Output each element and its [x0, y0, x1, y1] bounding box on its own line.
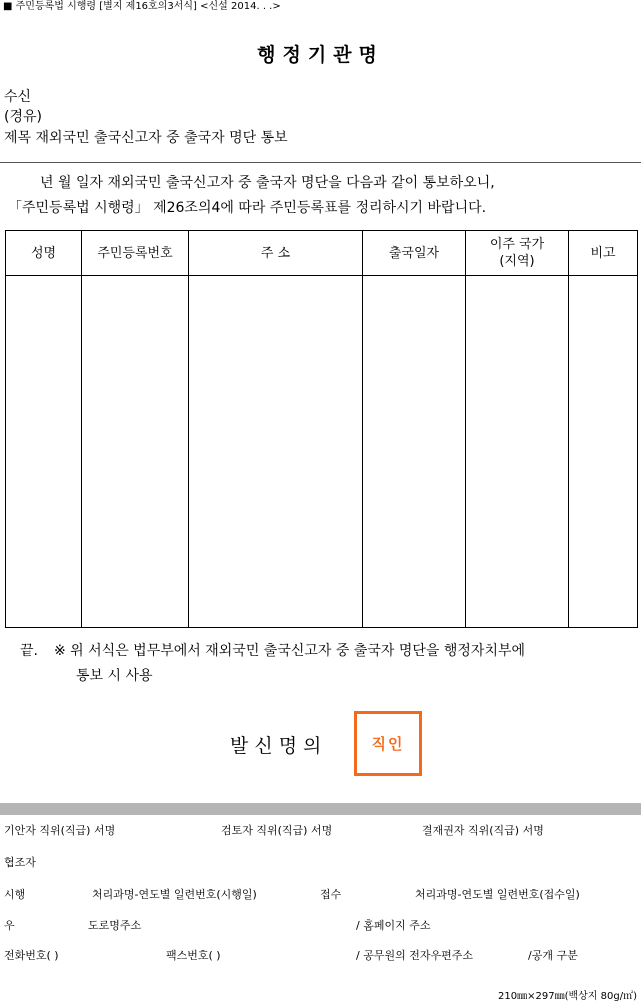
- header-name: 성명: [6, 231, 82, 276]
- recipient-to: 수신: [4, 89, 32, 105]
- approver: 결재권자 직위(직급) 서명: [422, 824, 544, 837]
- fax-number: 팩스번호( ): [166, 949, 221, 962]
- body-line-1: 년 월 일자 재외국민 출국신고자 중 출국자 명단을 다음과 같이 통보하오니,: [40, 175, 495, 191]
- homepage: / 홈페이지 주소: [356, 919, 431, 932]
- disclosure-type: /공개 구분: [528, 949, 578, 962]
- header-resident-number: 주민등록번호: [82, 231, 189, 276]
- phone-number: 전화번호( ): [4, 949, 59, 962]
- paper-size: 210㎜×297㎜(백상지 80g/㎡): [498, 991, 637, 1002]
- official-seal: 직인: [354, 711, 422, 776]
- table-row: [6, 276, 638, 628]
- body-line-2: 「주민등록법 시행령」 제26조의4에 따라 주민등록표를 정리하시기 바랍니다.: [8, 200, 487, 216]
- divider: [0, 162, 641, 163]
- postal-label: 우: [4, 919, 15, 932]
- recipient-via: (경유): [4, 109, 42, 125]
- drafter: 기안자 직위(직급) 서명: [4, 824, 116, 837]
- cooperator: 협조자: [4, 856, 36, 869]
- receipt-number: 처리과명-연도별 일련번호(접수일): [415, 888, 580, 901]
- enforce-label: 시행: [4, 888, 26, 901]
- header-departure-date: 출국일자: [363, 231, 466, 276]
- footer-bar: [0, 803, 641, 815]
- header-destination-country: 이주 국가 (지역): [466, 231, 569, 276]
- usage-note-line-1: ※ 위 서식은 법무부에서 재외국민 출국신고자 중 출국자 명단을 행정자치부에: [54, 643, 526, 659]
- form-reference: ■ 주민등록법 시행령 [별지 제16호의3서식] <신설 2014. . .>: [3, 1, 281, 12]
- enforce-number: 처리과명-연도별 일련번호(시행일): [92, 888, 257, 901]
- emigrant-table: [5, 230, 638, 628]
- page-title: 행정기관명: [257, 44, 384, 66]
- usage-note-line-2: 통보 시 사용: [76, 668, 153, 684]
- official-email: / 공무원의 전자우편주소: [356, 949, 473, 962]
- receipt-label: 접수: [320, 888, 342, 901]
- subject-line: 제목 재외국민 출국신고자 중 출국자 명단 통보: [4, 130, 288, 146]
- header-address: 주 소: [189, 231, 363, 276]
- road-address: 도로명주소: [88, 919, 142, 932]
- header-remarks: 비고: [569, 231, 638, 276]
- reviewer: 검토자 직위(직급) 서명: [221, 824, 333, 837]
- end-mark: 끝.: [20, 643, 38, 659]
- sender-name: 발신명의: [230, 735, 328, 757]
